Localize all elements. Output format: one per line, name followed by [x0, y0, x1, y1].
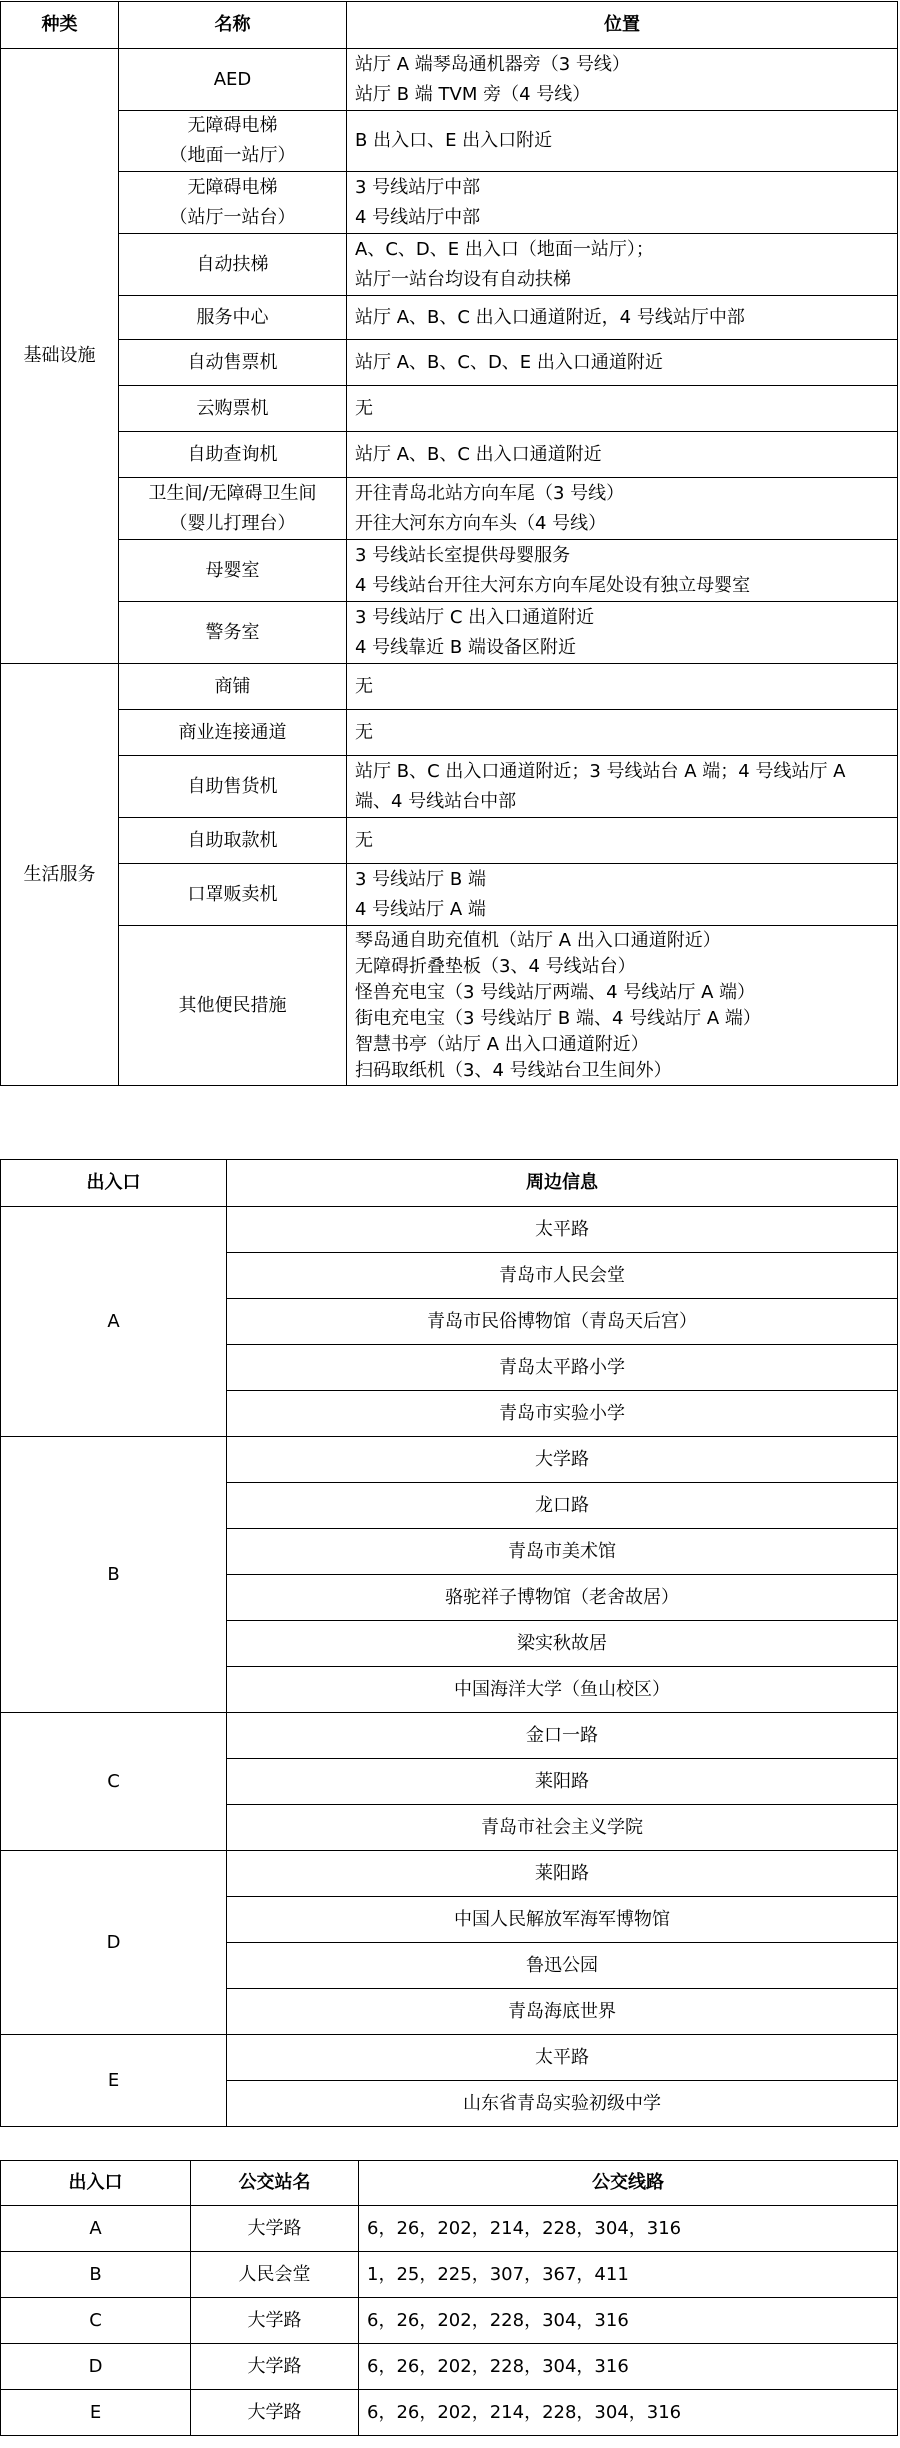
surrounding-place: 中国人民解放军海军博物馆 [227, 1897, 898, 1943]
facility-location: 站厅 B、C 出入口通道附近；3 号线站台 A 端；4 号线站厅 A 端、4 号线站台中部 [347, 756, 898, 818]
surroundings-row [1, 2035, 898, 2081]
facilities-table [0, 1, 898, 1086]
facility-row [1, 432, 898, 478]
bus-lines: 6，26，202，214，228，304，316 [359, 2390, 898, 2436]
surroundings-row [1, 1713, 898, 1759]
header-bus-lines: 公交线路 [359, 2161, 898, 2206]
facility-row [1, 340, 898, 386]
bus-table [0, 2160, 898, 2436]
surrounding-place: 青岛太平路小学 [227, 1345, 898, 1391]
facility-row [1, 710, 898, 756]
surrounding-place: 莱阳路 [227, 1759, 898, 1805]
surrounding-place: 太平路 [227, 2035, 898, 2081]
surroundings-row [1, 1437, 898, 1483]
surrounding-place: 青岛市实验小学 [227, 1391, 898, 1437]
bus-stop: 大学路 [191, 2344, 359, 2390]
facility-row [1, 386, 898, 432]
exit-cell: D [1, 1851, 227, 2035]
bus-exit: D [1, 2344, 191, 2390]
facility-name: 商铺 [119, 664, 347, 710]
category-cell: 生活服务 [1, 664, 119, 1086]
bus-header-row [1, 2161, 898, 2206]
facility-row [1, 864, 898, 926]
facility-row [1, 111, 898, 172]
header-bus-exit: 出入口 [1, 2161, 191, 2206]
facility-name: 口罩贩卖机 [119, 864, 347, 926]
category-cell: 基础设施 [1, 49, 119, 664]
surroundings-header-row [1, 1160, 898, 1207]
bus-lines: 6，26，202，228，304，316 [359, 2298, 898, 2344]
bus-lines: 6，26，202，214，228，304，316 [359, 2206, 898, 2252]
facility-name: 自助售货机 [119, 756, 347, 818]
facility-location: 站厅 A 端琴岛通机器旁（3 号线） 站厅 B 端 TVM 旁（4 号线） [347, 49, 898, 111]
exit-cell: C [1, 1713, 227, 1851]
facility-location: 无 [347, 386, 898, 432]
facility-name: 自动扶梯 [119, 234, 347, 296]
bus-exit: E [1, 2390, 191, 2436]
facility-location: B 出入口、E 出入口附近 [347, 111, 898, 172]
bus-exit: B [1, 2252, 191, 2298]
surrounding-place: 大学路 [227, 1437, 898, 1483]
facility-location: 开往青岛北站方向车尾（3 号线） 开往大河东方向车头（4 号线） [347, 478, 898, 540]
facility-name: 自助取款机 [119, 818, 347, 864]
exit-cell: E [1, 2035, 227, 2127]
facility-row [1, 540, 898, 602]
facility-row [1, 926, 898, 1086]
bus-row [1, 2344, 898, 2390]
facility-name: 云购票机 [119, 386, 347, 432]
surrounding-place: 青岛市美术馆 [227, 1529, 898, 1575]
facility-location: 3 号线站厅中部 4 号线站厅中部 [347, 172, 898, 234]
bus-stop: 人民会堂 [191, 2252, 359, 2298]
facility-name: 无障碍电梯 （地面一站厅） [119, 111, 347, 172]
facility-location: 3 号线站长室提供母婴服务 4 号线站台开往大河东方向车尾处设有独立母婴室 [347, 540, 898, 602]
surroundings-table [0, 1159, 898, 2127]
header-bus-stop: 公交站名 [191, 2161, 359, 2206]
facility-location: A、C、D、E 出入口（地面一站厅）； 站厅一站台均设有自动扶梯 [347, 234, 898, 296]
facility-row [1, 664, 898, 710]
surrounding-place: 龙口路 [227, 1483, 898, 1529]
facility-location: 无 [347, 710, 898, 756]
facility-row [1, 296, 898, 340]
header-surroundings: 周边信息 [227, 1160, 898, 1207]
facility-location: 站厅 A、B、C 出入口通道附近，4 号线站厅中部 [347, 296, 898, 340]
surrounding-place: 中国海洋大学（鱼山校区） [227, 1667, 898, 1713]
header-exit: 出入口 [1, 1160, 227, 1207]
facility-location: 3 号线站厅 C 出入口通道附近 4 号线靠近 B 端设备区附近 [347, 602, 898, 664]
exit-cell: A [1, 1207, 227, 1437]
surrounding-place: 金口一路 [227, 1713, 898, 1759]
facility-name: 商业连接通道 [119, 710, 347, 756]
facility-location: 无 [347, 664, 898, 710]
surrounding-place: 青岛市人民会堂 [227, 1253, 898, 1299]
facility-name: 警务室 [119, 602, 347, 664]
facility-row [1, 478, 898, 540]
bus-row [1, 2206, 898, 2252]
facility-location: 3 号线站厅 B 端 4 号线站厅 A 端 [347, 864, 898, 926]
bus-stop: 大学路 [191, 2298, 359, 2344]
bus-row [1, 2390, 898, 2436]
surroundings-row [1, 1207, 898, 1253]
facility-name: 自动售票机 [119, 340, 347, 386]
bus-row [1, 2298, 898, 2344]
bus-exit: C [1, 2298, 191, 2344]
bus-lines: 1，25，225，307，367，411 [359, 2252, 898, 2298]
surrounding-place: 太平路 [227, 1207, 898, 1253]
facility-row [1, 234, 898, 296]
header-name: 名称 [119, 2, 347, 49]
surrounding-place: 鲁迅公园 [227, 1943, 898, 1989]
facility-name: 卫生间/无障碍卫生间 （婴儿打理台） [119, 478, 347, 540]
bus-exit: A [1, 2206, 191, 2252]
header-category: 种类 [1, 2, 119, 49]
facility-location: 琴岛通自助充值机（站厅 A 出入口通道附近） 无障碍折叠垫板（3、4 号线站台） 怪兽充电宝（3 号线站厅两端、4 号线站厅 A 端） 街电充电宝（3 号线站厅 B 端、4 号线站厅 A 端） 智慧书亭（站厅 A 出入口通道附近） 扫码取纸机（3、4 号线站台卫生间外） [347, 926, 898, 1086]
facility-name: 其他便民措施 [119, 926, 347, 1086]
surrounding-place: 莱阳路 [227, 1851, 898, 1897]
surroundings-row [1, 1851, 898, 1897]
facility-row [1, 818, 898, 864]
header-location: 位置 [347, 2, 898, 49]
bus-row [1, 2252, 898, 2298]
facility-name: AED [119, 49, 347, 111]
surrounding-place: 梁实秋故居 [227, 1621, 898, 1667]
facility-name: 母婴室 [119, 540, 347, 602]
surrounding-place: 青岛市社会主义学院 [227, 1805, 898, 1851]
bus-stop: 大学路 [191, 2206, 359, 2252]
surrounding-place: 山东省青岛实验初级中学 [227, 2081, 898, 2127]
facility-row [1, 172, 898, 234]
bus-lines: 6，26，202，228，304，316 [359, 2344, 898, 2390]
surrounding-place: 骆驼祥子博物馆（老舍故居） [227, 1575, 898, 1621]
facility-location: 站厅 A、B、C 出入口通道附近 [347, 432, 898, 478]
bus-stop: 大学路 [191, 2390, 359, 2436]
facility-name: 自助查询机 [119, 432, 347, 478]
facility-location: 站厅 A、B、C、D、E 出入口通道附近 [347, 340, 898, 386]
facilities-header-row [1, 2, 898, 49]
facility-row [1, 49, 898, 111]
facility-name: 无障碍电梯 （站厅一站台） [119, 172, 347, 234]
facility-location: 无 [347, 818, 898, 864]
facility-row [1, 756, 898, 818]
facility-row [1, 602, 898, 664]
surrounding-place: 青岛海底世界 [227, 1989, 898, 2035]
surrounding-place: 青岛市民俗博物馆（青岛天后宫） [227, 1299, 898, 1345]
exit-cell: B [1, 1437, 227, 1713]
facility-name: 服务中心 [119, 296, 347, 340]
